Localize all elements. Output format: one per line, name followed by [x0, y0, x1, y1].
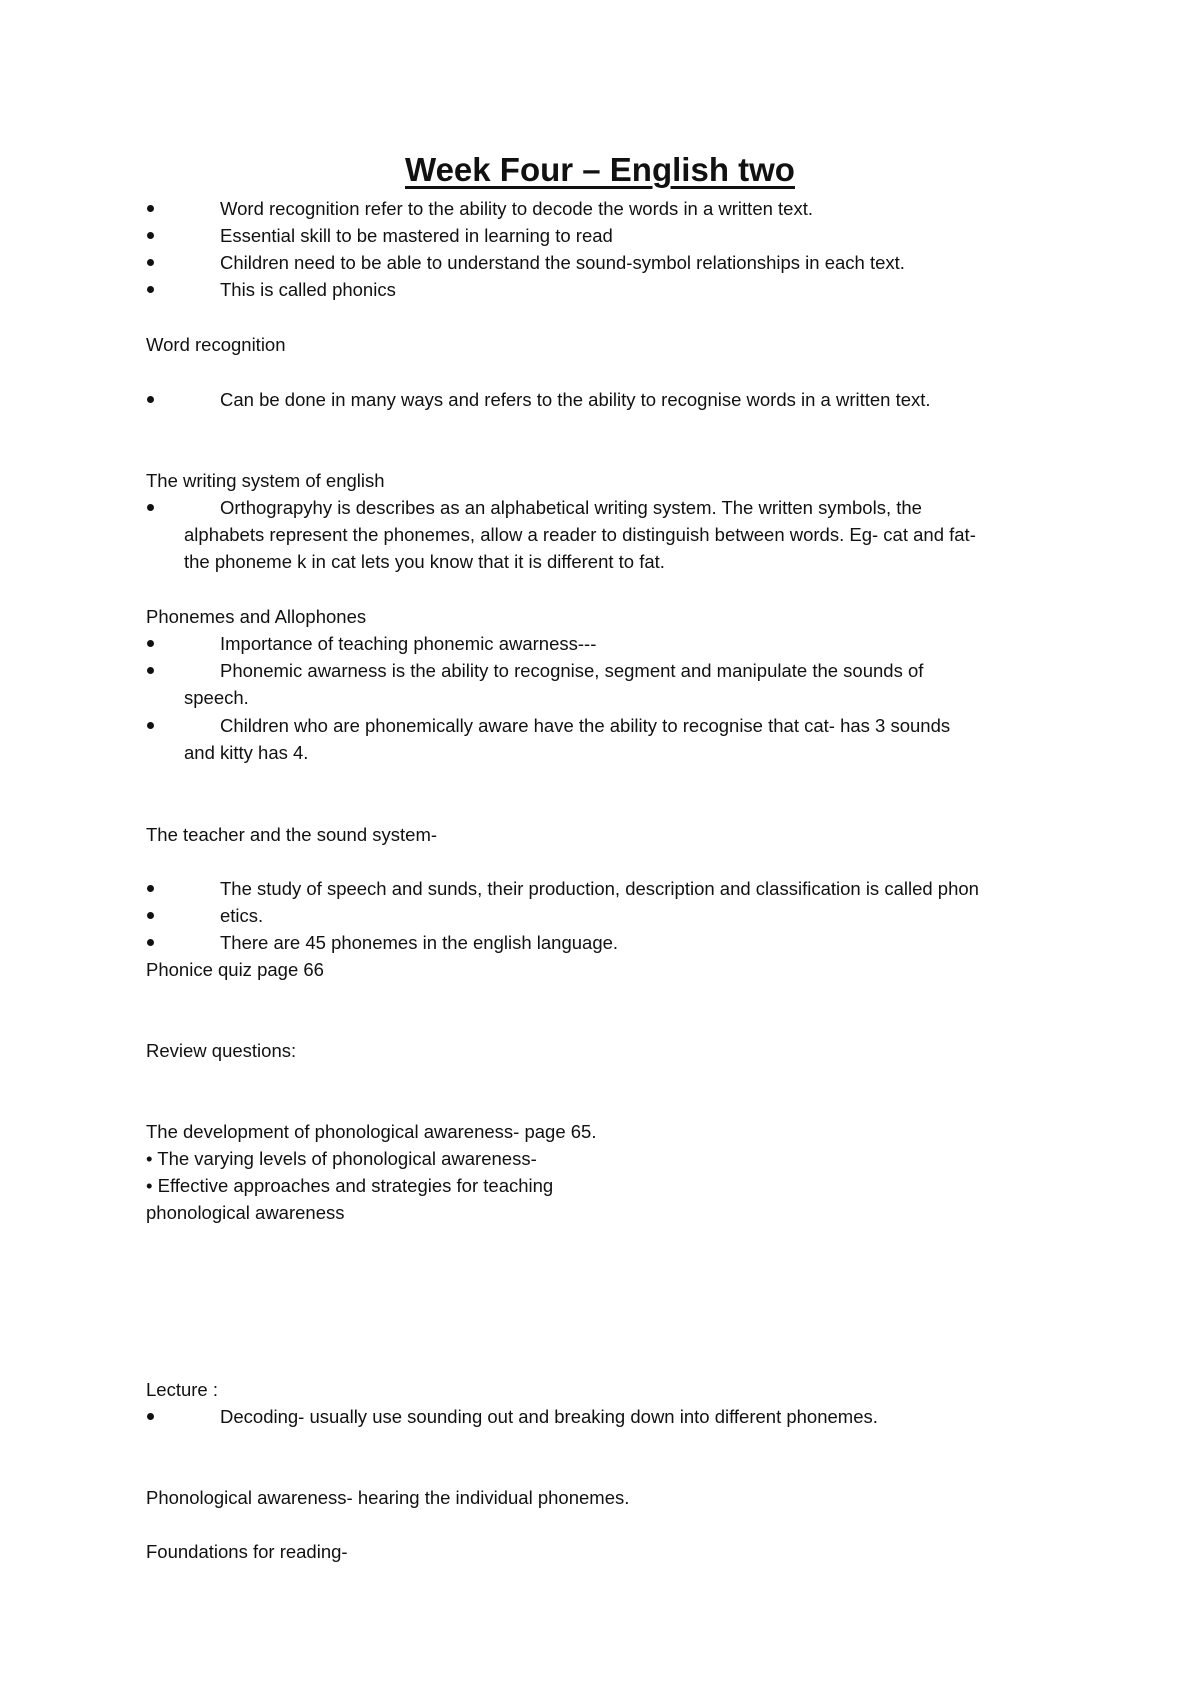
list-item: Children need to be able to understand the sound-symbol relationships in each text.	[220, 252, 905, 273]
quiz-reference: Phonice quiz page 66	[146, 959, 324, 980]
development-line: The development of phonological awareness- page 65.	[146, 1121, 597, 1142]
bullet-icon	[146, 495, 158, 521]
foundations-line: Foundations for reading-	[146, 1541, 348, 1562]
development-line: phonological awareness	[146, 1202, 345, 1223]
phonological-awareness-line: Phonological awareness- hearing the individual phonemes.	[146, 1487, 630, 1508]
bullet-icon	[146, 713, 158, 739]
list-item: etics.	[220, 905, 264, 926]
development-line: • The varying levels of phonological awareness-	[146, 1148, 537, 1169]
list-item: Word recognition refer to the ability to decode the words in a written text.	[220, 198, 813, 219]
list-item: Importance of teaching phonemic awarness---	[220, 633, 597, 654]
list-item-continuation: the phoneme k in cat lets you know that it is different to fat.	[184, 551, 665, 572]
list-item: There are 45 phonemes in the english language.	[220, 932, 619, 953]
section-heading: Word recognition	[146, 334, 286, 355]
list-item-continuation: and kitty has 4.	[184, 742, 309, 763]
list-item-continuation: speech.	[184, 687, 249, 708]
development-line: • Effective approaches and strategies for teaching	[146, 1175, 554, 1196]
page-title: Week Four – English two	[405, 151, 795, 188]
list-item: Phonemic awarness is the ability to recognise, segment and manipulate the sounds of	[220, 660, 924, 681]
bullet-icon	[146, 1404, 158, 1430]
bullet-icon	[146, 223, 158, 249]
list-item: Orthograpyhy is describes as an alphabetical writing system. The written symbols, the	[220, 497, 922, 518]
list-item: Can be done in many ways and refers to the ability to recognise words in a written text.	[220, 389, 931, 410]
list-item: Essential skill to be mastered in learning to read	[220, 225, 613, 246]
bullet-icon	[146, 631, 158, 657]
bullet-icon	[146, 658, 158, 684]
section-heading: The teacher and the sound system-	[146, 824, 438, 845]
bullet-icon	[146, 387, 158, 413]
list-item: Decoding- usually use sounding out and breaking down into different phonemes.	[220, 1406, 878, 1427]
bullet-icon	[146, 903, 158, 929]
bullet-icon	[146, 250, 158, 276]
list-item: Children who are phonemically aware have the ability to recognise that cat- has 3 sounds	[220, 715, 951, 736]
bullet-icon	[146, 277, 158, 303]
bullet-icon	[146, 196, 158, 222]
review-heading: Review questions:	[146, 1040, 297, 1061]
bullet-icon	[146, 876, 158, 902]
list-item: This is called phonics	[220, 279, 396, 300]
bullet-icon	[146, 930, 158, 956]
section-heading: The writing system of english	[146, 470, 385, 491]
list-item-continuation: alphabets represent the phonemes, allow a reader to distinguish between words. Eg- cat and fat-	[184, 524, 976, 545]
list-item: The study of speech and sunds, their production, description and classification is called phon	[220, 878, 979, 899]
section-heading: Lecture :	[146, 1379, 218, 1400]
section-heading: Phonemes and Allophones	[146, 606, 367, 627]
